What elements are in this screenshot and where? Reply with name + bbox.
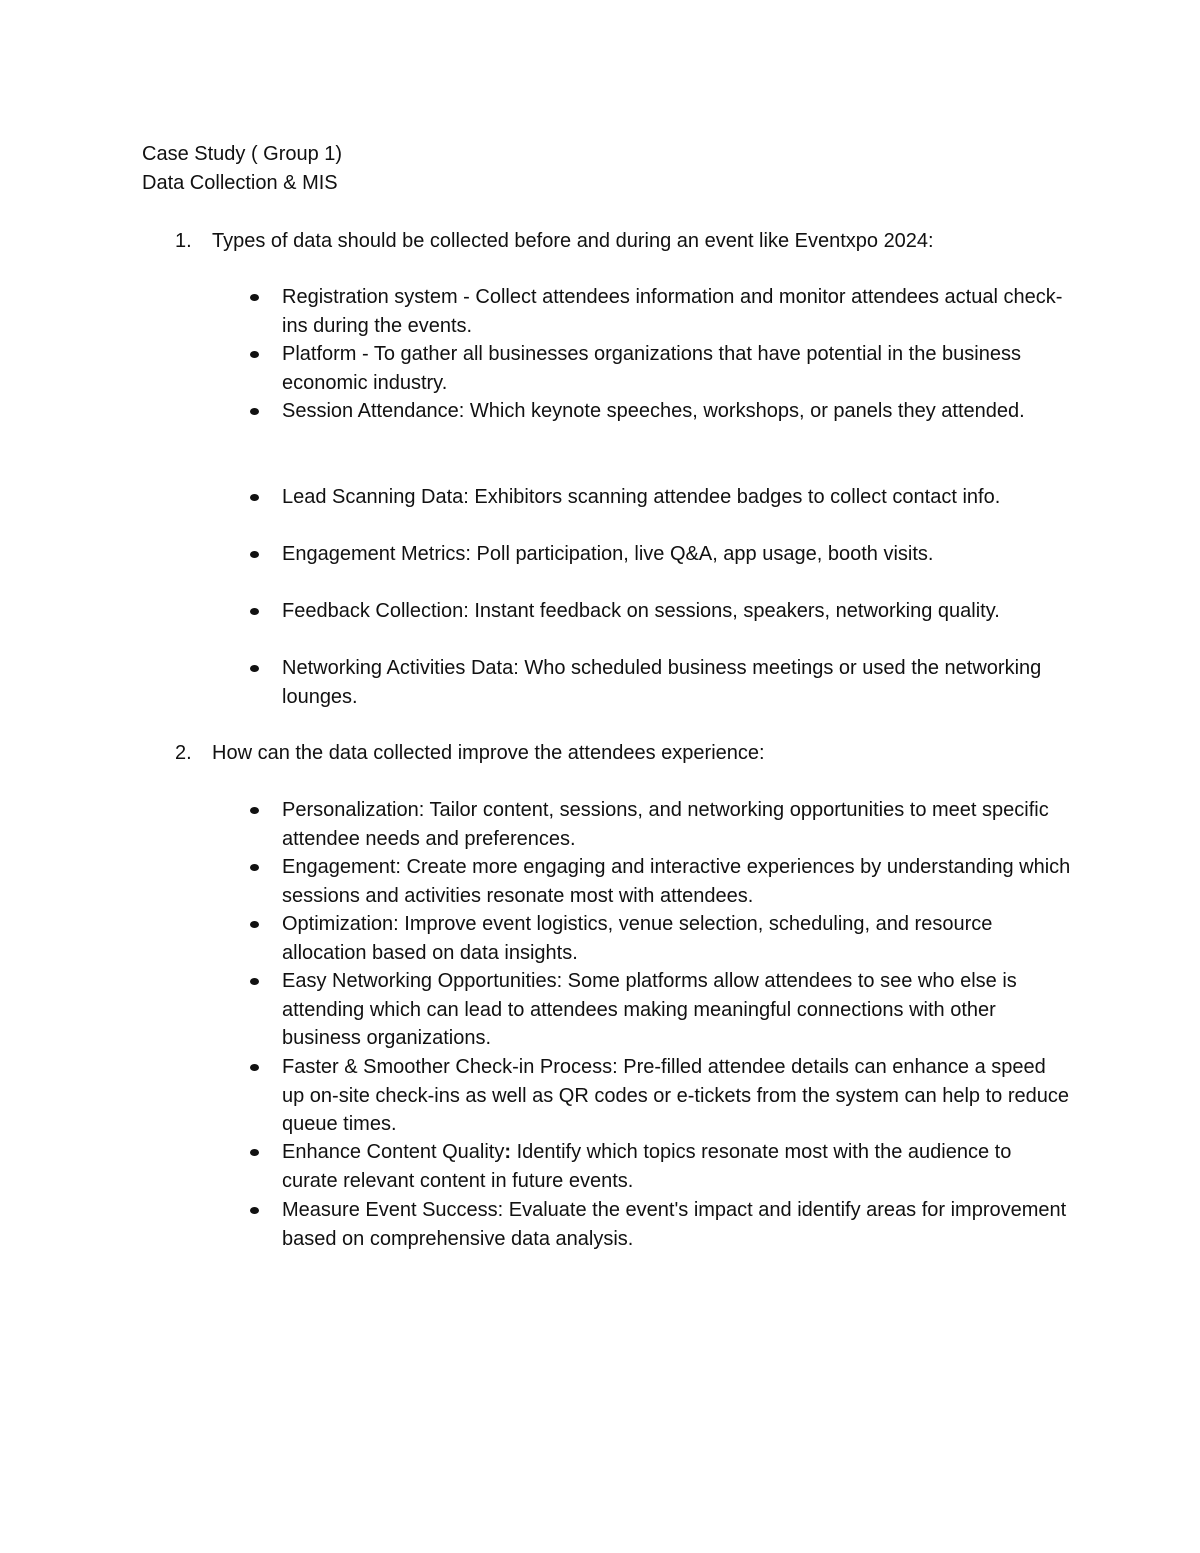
bullet-icon <box>250 1207 259 1214</box>
list-item-text: Networking Activities Data: Who scheduled business meetings or used the networking lounges. <box>282 657 1042 708</box>
section-heading-text: Types of data should be collected before and during an event like Eventxpo 2024: <box>212 230 934 252</box>
list-item-text: Easy Networking Opportunities: Some platforms allow attendees to see who else is attending which can lead to attendees making meaningful connections with other business organizations. <box>282 970 1017 1049</box>
bullet-icon <box>250 408 259 415</box>
list-item-text <box>282 1138 1072 1195</box>
list-item-text: Faster & Smoother Check-in Process: Pre-filled attendee details can enhance a speed up on-site check-ins as well as QR codes or e-tickets from the system can help to reduce queue times. <box>282 1056 1070 1135</box>
bullet-icon <box>250 551 259 558</box>
bullet-icon <box>250 351 259 358</box>
bullet-icon <box>250 294 259 301</box>
list-item-text: Engagement Metrics: Poll participation, live Q&A, app usage, booth visits. <box>282 543 934 565</box>
bullet-icon <box>250 978 259 985</box>
bullet-icon <box>250 608 259 615</box>
item-bold-colon: : <box>504 1141 512 1163</box>
item-body-text: Identify which topics resonate most with the audience to curate relevant content in future events. <box>282 1141 1012 1192</box>
bullet-icon <box>250 665 259 672</box>
list-item-text: Platform - To gather all businesses organizations that have potential in the business economic industry. <box>282 343 1021 394</box>
list-item-text: Optimization: Improve event logistics, venue selection, scheduling, and resource allocation based on data insights. <box>282 913 993 964</box>
bullet-icon <box>250 807 259 814</box>
section-number: 2. <box>175 742 192 764</box>
bullet-icon <box>250 1064 259 1071</box>
document-title: Case Study ( Group 1) <box>142 143 343 165</box>
list-item-text: Feedback Collection: Instant feedback on sessions, speakers, networking quality. <box>282 600 1000 622</box>
list-item-text: Engagement: Create more engaging and interactive experiences by understanding which sessions and activities resonate most with attendees. <box>282 856 1071 907</box>
list-item-text: Personalization: Tailor content, sessions, and networking opportunities to meet specific attendee needs and preferences. <box>282 799 1049 850</box>
bullet-icon <box>250 864 259 871</box>
list-item-text: Registration system - Collect attendees information and monitor attendees actual check-ins during the events. <box>282 286 1063 337</box>
bullet-icon <box>250 494 259 501</box>
list-item-text: Measure Event Success: Evaluate the event's impact and identify areas for improvement based on comprehensive data analysis. <box>282 1199 1067 1250</box>
item-lead-text: Enhance Content Quality <box>282 1141 505 1163</box>
list-item-text: Lead Scanning Data: Exhibitors scanning attendee badges to collect contact info. <box>282 486 1001 508</box>
section-heading-text: How can the data collected improve the attendees experience: <box>212 742 765 764</box>
list-item-text: Session Attendance: Which keynote speeches, workshops, or panels they attended. <box>282 400 1025 422</box>
document-subtitle: Data Collection & MIS <box>142 172 338 194</box>
bullet-icon <box>250 921 259 928</box>
section-number: 1. <box>175 230 192 252</box>
bullet-icon <box>250 1149 259 1156</box>
